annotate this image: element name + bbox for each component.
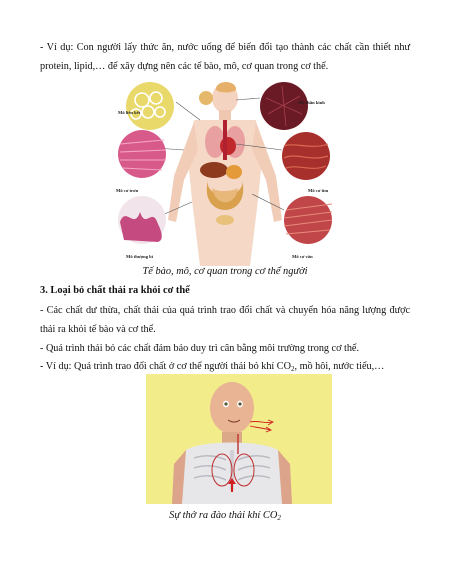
paragraph-waste-2: - Quá trình thải bỏ các chất đảm bảo duy trì cân bằng môi trường trong cơ thể. [40,343,359,354]
paragraph-example-food: - Ví dụ: Con người lấy thức ăn, nước uống để biến đổi tạo thành các chất cần thiết như protein, lipid,… để xây dựng nên các tế bào, mô, cơ quan trong cơ thể. [40,42,410,72]
exhale-arrows-icon [250,420,273,432]
tissue-cardiac-muscle [282,132,330,180]
label-cardiac-muscle: Mô cơ tim [308,188,329,193]
figure1-caption: Tế bào, mô, cơ quan trong cơ thể người [142,266,308,277]
tissue-nerve [260,82,308,130]
label-nerve: Mô thần kinh [298,100,325,105]
tissue-smooth-muscle [118,130,166,178]
tissue-connective [126,82,174,130]
label-epithelial: Mô thượng bì [126,254,153,259]
tissue-epithelial [118,196,166,244]
section-heading: 3. Loại bỏ chất thải ra khỏi cơ thể [40,285,190,296]
label-smooth-muscle: Mô cơ trơn [116,188,139,193]
tissue-skeletal-muscle [284,196,332,244]
person-illustration [172,382,292,504]
paragraph-waste-3: - Ví dụ: Quá trình trao đổi chất ở cơ thể người thải bỏ khí $CO_2$, mồ hôi, nước tiểu,… [40,361,385,373]
body-tissues-figure [112,80,338,266]
label-connective: Mô liên kết [118,110,141,115]
exhalation-figure [146,374,332,504]
paragraph-waste-1: - Các chất dư thừa, chất thải của quá trình trao đổi chất và chuyển hóa năng lượng được thải ra khỏi tế bào và cơ thể. [40,305,410,335]
label-skeletal-muscle: Mô cơ vân [292,254,313,259]
figure2-caption: Sự thở ra đào thải khí $CO_2$ [169,510,281,522]
